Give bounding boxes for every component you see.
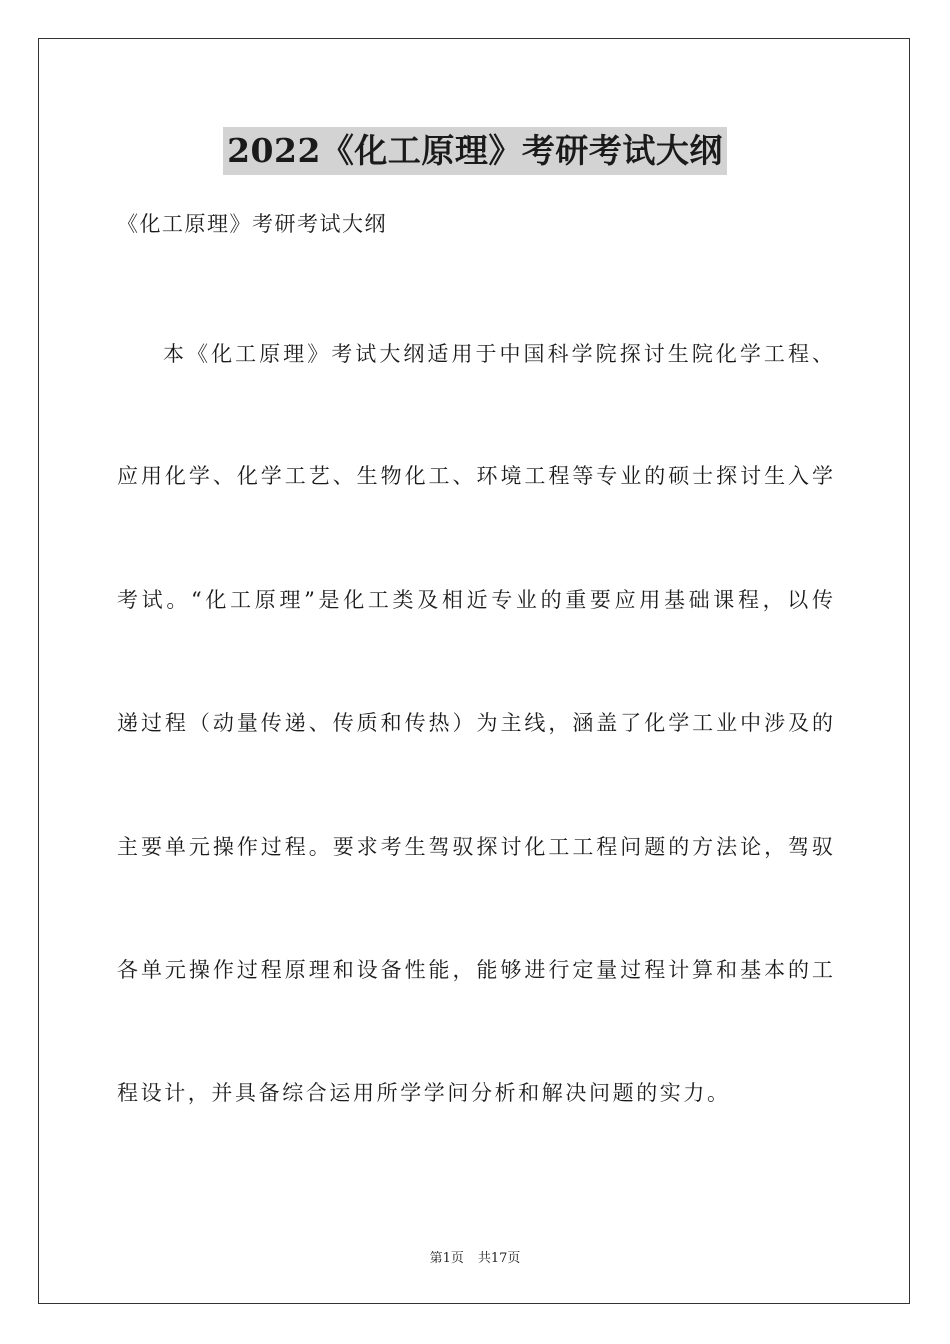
paragraph-line: 本《化工原理》考试大纲适用于中国科学院探讨生院化学工程、 bbox=[163, 342, 833, 366]
paragraph-line: 应用化学、化学工艺、生物化工、环境工程等专业的硕士探讨生入学 bbox=[117, 464, 833, 488]
document-title-block bbox=[0, 127, 950, 175]
page-total: 共17页 bbox=[477, 1251, 521, 1266]
document-subheading: 《化工原理》考研考试大纲 bbox=[117, 212, 387, 236]
paragraph-line: 递过程（动量传递、传质和传热）为主线，涵盖了化学工业中涉及的 bbox=[117, 711, 833, 735]
paragraph-line: 考试。“化工原理”是化工类及相近专业的重要应用基础课程，以传 bbox=[117, 588, 833, 612]
paragraph-line: 各单元操作过程原理和设备性能，能够进行定量过程计算和基本的工 bbox=[117, 958, 833, 982]
page-number: 第1页 bbox=[429, 1251, 464, 1266]
paragraph-line: 程设计，并具备综合运用所学学问分析和解决问题的实力。 bbox=[117, 1081, 731, 1105]
paragraph-line: 主要单元操作过程。要求考生驾驭探讨化工工程问题的方法论，驾驭 bbox=[117, 835, 833, 859]
page-footer bbox=[0, 1247, 950, 1266]
document-title: 2022《化工原理》考研考试大纲 bbox=[223, 127, 727, 175]
